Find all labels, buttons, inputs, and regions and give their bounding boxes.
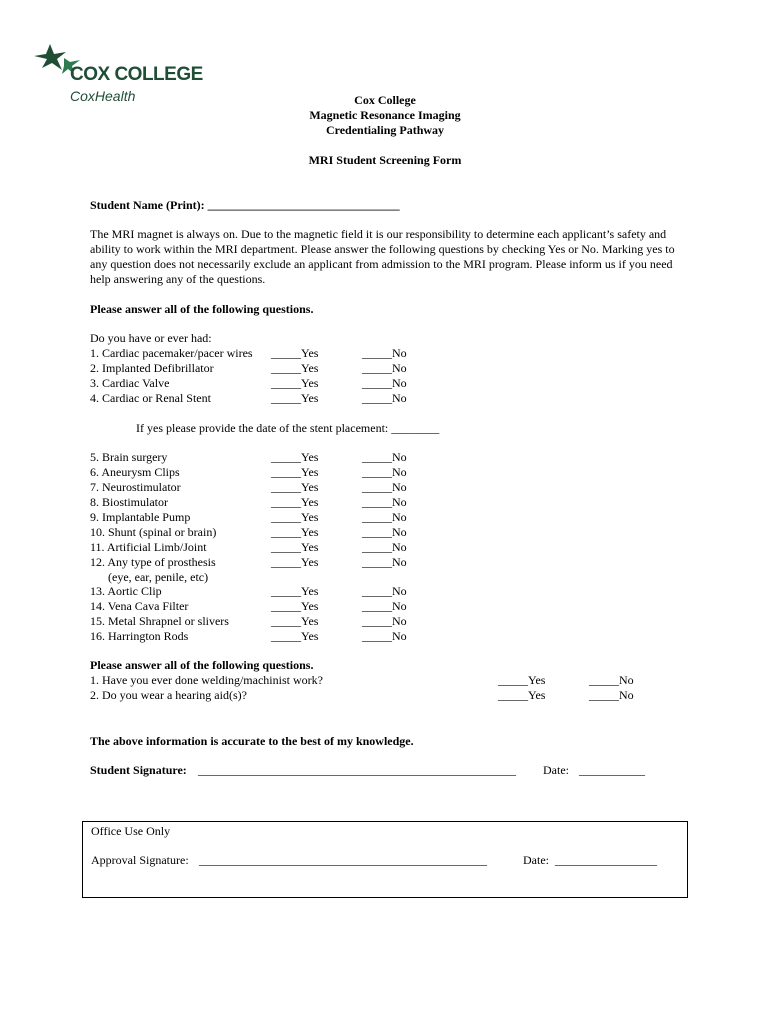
yes-blank[interactable]: _____Yes bbox=[271, 629, 319, 643]
no-blank[interactable]: _____No bbox=[362, 480, 407, 494]
question-label: 5. Brain surgery bbox=[90, 450, 168, 464]
signature-date-line[interactable]: ___________ bbox=[579, 763, 645, 777]
no-blank[interactable]: _____No bbox=[362, 346, 407, 360]
question-label: 3. Cardiac Valve bbox=[90, 376, 170, 390]
yes-blank[interactable]: _____Yes bbox=[271, 599, 319, 613]
no-blank[interactable]: _____No bbox=[362, 361, 407, 375]
question-label: 6. Aneurysm Clips bbox=[90, 465, 180, 479]
student-name-field[interactable]: Student Name (Print): ________________________________ bbox=[90, 198, 400, 212]
question-label: 1. Have you ever done welding/machinist work? bbox=[90, 673, 323, 687]
question-label: 11. Artificial Limb/Joint bbox=[90, 540, 207, 554]
no-blank[interactable]: _____No bbox=[362, 376, 407, 390]
office-use-title: Office Use Only bbox=[91, 824, 171, 838]
section1-heading: Please answer all of the following questions. bbox=[90, 302, 314, 316]
approval-signature-label: Approval Signature: bbox=[91, 853, 189, 867]
yes-blank[interactable]: _____Yes bbox=[498, 673, 546, 687]
yes-blank[interactable]: _____Yes bbox=[271, 391, 319, 405]
office-use-box bbox=[82, 821, 688, 898]
yes-blank[interactable]: _____Yes bbox=[271, 525, 319, 539]
yes-blank[interactable]: _____Yes bbox=[271, 540, 319, 554]
prosthesis-note: (eye, ear, penile, etc) bbox=[108, 570, 209, 584]
question-label: 8. Biostimulator bbox=[90, 495, 168, 509]
yes-blank[interactable]: _____Yes bbox=[271, 346, 319, 360]
no-blank[interactable]: _____No bbox=[362, 555, 407, 569]
signature-date-label: Date: bbox=[543, 763, 569, 777]
question-label: 1. Cardiac pacemaker/pacer wires bbox=[90, 346, 253, 360]
yes-blank[interactable]: _____Yes bbox=[271, 361, 319, 375]
approval-date-line[interactable]: _________________ bbox=[555, 853, 657, 867]
yes-blank[interactable]: _____Yes bbox=[271, 510, 319, 524]
no-blank[interactable]: _____No bbox=[362, 614, 407, 628]
logo-subtitle: CoxHealth bbox=[70, 88, 136, 104]
no-blank[interactable]: _____No bbox=[362, 510, 407, 524]
no-blank[interactable]: _____No bbox=[362, 391, 407, 405]
no-blank[interactable]: _____No bbox=[362, 465, 407, 479]
no-blank[interactable]: _____No bbox=[362, 629, 407, 643]
question-label: 14. Vena Cava Filter bbox=[90, 599, 189, 613]
no-blank[interactable]: _____No bbox=[362, 599, 407, 613]
yes-blank[interactable]: _____Yes bbox=[271, 376, 319, 390]
header-college: Cox College bbox=[354, 93, 416, 107]
no-blank[interactable]: _____No bbox=[589, 688, 634, 702]
no-blank[interactable]: _____No bbox=[362, 584, 407, 598]
yes-blank[interactable]: _____Yes bbox=[271, 450, 319, 464]
yes-blank[interactable]: _____Yes bbox=[271, 555, 319, 569]
question-label: 15. Metal Shrapnel or slivers bbox=[90, 614, 229, 628]
question-label: 9. Implantable Pump bbox=[90, 510, 191, 524]
approval-date-label: Date: bbox=[523, 853, 549, 867]
yes-blank[interactable]: _____Yes bbox=[271, 614, 319, 628]
header-program: Magnetic Resonance Imaging bbox=[309, 108, 461, 122]
question-label: 2. Do you wear a hearing aid(s)? bbox=[90, 688, 247, 702]
yes-blank[interactable]: _____Yes bbox=[271, 495, 319, 509]
yes-blank[interactable]: _____Yes bbox=[498, 688, 546, 702]
yes-blank[interactable]: _____Yes bbox=[271, 584, 319, 598]
intro-paragraph: The MRI magnet is always on. Due to the magnetic field it is our responsibility to determine each applicant’s safety and ability to work within the MRI department. Please answer the following questions by checking Yes or No. Marking yes to any question does not necessarily exclude an applicant from admission to the MRI program. Please inform us if you need help answering any of the questions. bbox=[90, 227, 675, 286]
question-label: 12. Any type of prosthesis bbox=[90, 555, 216, 569]
no-blank[interactable]: _____No bbox=[362, 495, 407, 509]
logo-name: COX COLLEGE bbox=[70, 64, 203, 85]
no-blank[interactable]: _____No bbox=[362, 450, 407, 464]
question-label: 7. Neurostimulator bbox=[90, 480, 181, 494]
no-blank[interactable]: _____No bbox=[362, 525, 407, 539]
approval-signature-line[interactable]: ________________________________________________ bbox=[199, 853, 487, 867]
stent-date-field[interactable]: If yes please provide the date of the stent placement: ________ bbox=[136, 421, 440, 435]
no-blank[interactable]: _____No bbox=[362, 540, 407, 554]
student-signature-label: Student Signature: bbox=[90, 763, 187, 777]
question-label: 13. Aortic Clip bbox=[90, 584, 162, 598]
question-label: 16. Harrington Rods bbox=[90, 629, 189, 643]
yes-blank[interactable]: _____Yes bbox=[271, 480, 319, 494]
question-label: 4. Cardiac or Renal Stent bbox=[90, 391, 211, 405]
question-label: 10. Shunt (spinal or brain) bbox=[90, 525, 217, 539]
no-blank[interactable]: _____No bbox=[589, 673, 634, 687]
form-title: MRI Student Screening Form bbox=[308, 153, 462, 167]
question-label: 2. Implanted Defibrillator bbox=[90, 361, 214, 375]
attestation-statement: The above information is accurate to the best of my knowledge. bbox=[90, 734, 414, 748]
section2-heading: Please answer all of the following questions. bbox=[90, 658, 314, 672]
do-you-have-label: Do you have or ever had: bbox=[90, 331, 212, 345]
header-pathway: Credentialing Pathway bbox=[325, 123, 445, 137]
yes-blank[interactable]: _____Yes bbox=[271, 465, 319, 479]
student-signature-line[interactable]: _____________________________________________________ bbox=[198, 763, 516, 777]
